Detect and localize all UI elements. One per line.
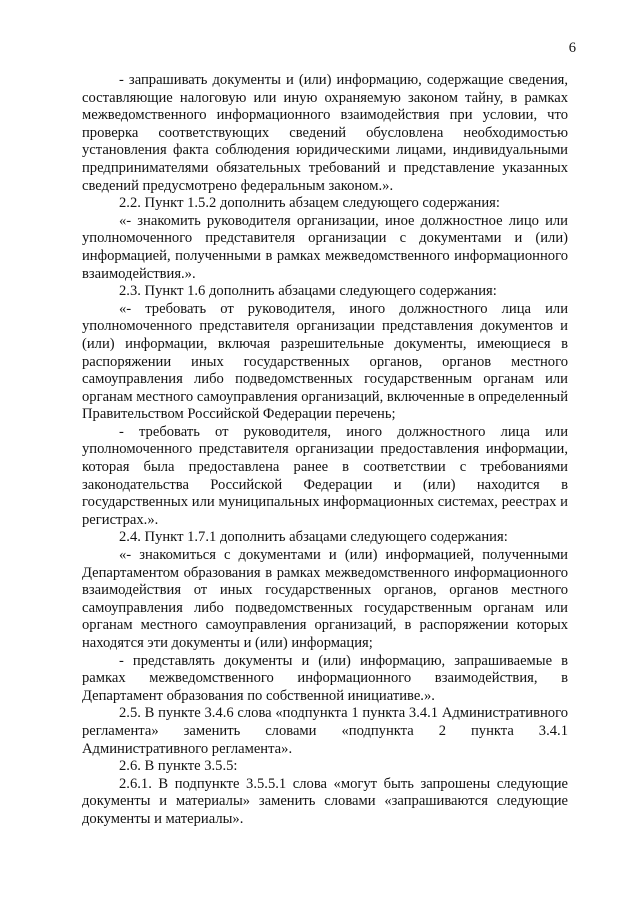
paragraph-4: 2.3. Пункт 1.6 дополнить абзацами следующего содержания:	[119, 283, 497, 300]
paragraph-12: 2.6.1. В подпункте 3.5.5.1 слова «могут быть запрошены следующие документы и материалы» заменить словами «запрашиваются следующие документы и материалы».	[82, 775, 568, 827]
paragraph-5: «- требовать от руководителя, иного должностного лица или уполномоченного представителя организации представления документов и (или) информации, включая разрешительные документы, имеющиеся в распоряжении иных государственных органов, органов местного самоуправления либо подведомственных государственным органам или органам местного самоуправления организаций, включенные в определенный Правительством Российской Федерации перечень;	[82, 300, 569, 423]
document-body	[82, 72, 568, 829]
paragraph-9: - представлять документы и (или) информацию, запрашиваемые в рамках межведомственного информационного взаимодействия, в Департамент образования по собственной инициативе.».	[82, 652, 568, 704]
paragraph-3: «- знакомить руководителя организации, иное должностное лицо или уполномоченного представителя организации с документами и (или) информацией, полученными в рамках межведомственного информационного взаимодействия.».	[82, 212, 568, 282]
paragraph-2: 2.2. Пункт 1.5.2 дополнить абзацем следующего содержания:	[119, 195, 500, 212]
page-number: 6	[568, 40, 576, 56]
paragraph-10: 2.5. В пункте 3.4.6 слова «подпункта 1 пункта 3.4.1 Административного регламента» заменить словами «подпункта 2 пункта 3.4.1 Административного регламента».	[82, 705, 568, 757]
paragraph-1: - запрашивать документы и (или) информацию, содержащие сведения, составляющие налоговую или иную охраняемую законом тайну, в рамках межведомственного информационного взаимодействия при условии, что проверка соответствующих сведений обусловлена необходимостью установления факта соблюдения юридическими лицами, индивидуальными предпринимателями обязательных требований и представление указанных сведений предусмотрено федеральным законом.».	[82, 72, 568, 194]
paragraph-7: 2.4. Пункт 1.7.1 дополнить абзацами следующего содержания:	[119, 529, 508, 546]
paragraph-6: - требовать от руководителя, иного должностного лица или уполномоченного представителя организации предоставления информации, которая была предоставлена ранее в соответствии с требованиями законодательства Российской Федерации и (или) находится в государственных или муниципальных информационных системах, реестрах и регистрах.».	[82, 423, 568, 528]
paragraph-11: 2.6. В пункте 3.5.5:	[119, 758, 238, 775]
paragraph-8: «- знакомиться с документами и (или) информацией, полученными Департаментом образования в рамках межведомственного информационного взаимодействия от иных государственных органов, органов местного самоуправления либо подведомственных государственным органам или органам местного самоуправления организаций, в распоряжении которых находятся эти документы и (или) информация;	[82, 547, 568, 651]
